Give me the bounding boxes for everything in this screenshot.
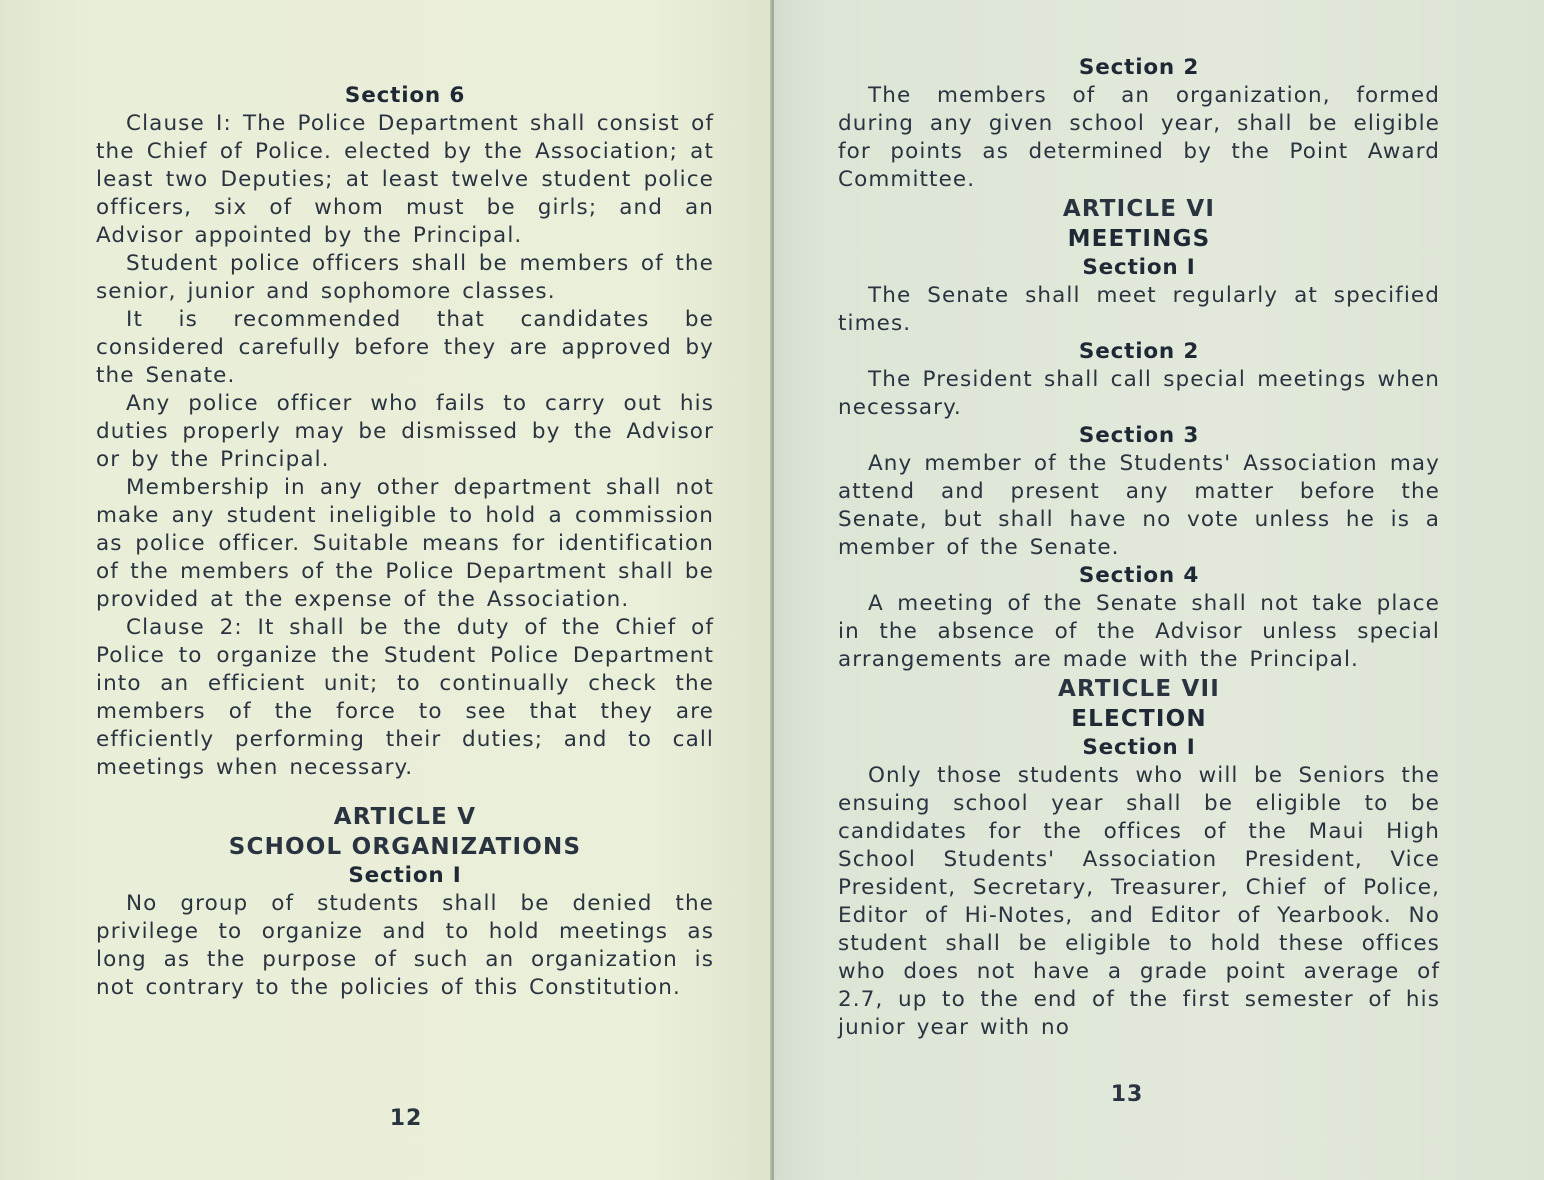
section-6-heading: Section 6: [344, 83, 466, 108]
article-7-section-1-text: Only those students who will be Seniors the ensuing school year shall be eligible to be candidates for the offices of the Maui High School Students' Association President, Vice President, Secretary, Treasurer, Chief of Police, Editor of Hi-Notes, and Editor of Yearbook. No student shall be eligible to hold these offices who does not have a grade point average of 2.7, up to the end of the first semester of his junior year with no: [838, 763, 1440, 1040]
article-6-section-2-text: The President shall call special meetings when necessary.: [838, 367, 1440, 420]
article-6-label: ARTICLE VI: [1062, 196, 1216, 222]
section-6-paragraph-5: Membership in any other department shall not make any student ineligible to hold a commission as police officer. Suitable means for identification of the members of the Police Department shall be provided at the expense of the Association.: [96, 475, 714, 612]
article-5-label: ARTICLE V: [333, 804, 477, 830]
page-number-left: 12: [389, 1106, 423, 1131]
article-6-section-4-heading: Section 4: [1078, 563, 1200, 588]
article-5-section-1-text: No group of students shall be denied the privilege to organize and to hold meetings as long as the purpose of such an organization is not contrary to the policies of this Constitution.: [96, 891, 714, 1000]
article-5-section-2-text: The members of an organization, formed during any given school year, shall be eligible for points as determined by the Point Award Committee.: [838, 83, 1440, 192]
article-7-section-1-heading: Section I: [1082, 735, 1196, 760]
article-7-title: ELECTION: [1071, 706, 1207, 732]
left-page-text: [96, 82, 714, 1002]
article-6-section-4-text: A meeting of the Senate shall not take place in the absence of the Advisor unless special arrangements are made with the Principal.: [838, 591, 1440, 672]
article-5-title: SCHOOL ORGANIZATIONS: [228, 834, 582, 860]
section-6-clause-1: Clause I: The Police Department shall consist of the Chief of Police. elected by the Association; at least two Deputies; at least twelve student police officers, six of whom must be girls; and an Advisor appointed by the Principal.: [96, 111, 714, 248]
page-number-right: 13: [1110, 1082, 1144, 1107]
section-6-paragraph-4: Any police officer who fails to carry out his duties properly may be dismissed by the Advisor or by the Principal.: [96, 391, 714, 472]
article-6-section-1-heading: Section I: [1082, 255, 1196, 280]
article-6-section-3-heading: Section 3: [1078, 423, 1200, 448]
section-6-paragraph-2: Student police officers shall be members of the senior, junior and sophomore classes.: [96, 251, 714, 304]
article-6-section-3-text: Any member of the Students' Association may attend and present any matter before the Senate, but shall have no vote unless he is a member of the Senate.: [838, 451, 1440, 560]
section-6-clause-2: Clause 2: It shall be the duty of the Chief of Police to organize the Student Police Department into an efficient unit; to continually check the members of the force to see that they are efficiently performing their duties; and to call meetings when necessary.: [96, 615, 714, 780]
article-6-title: MEETINGS: [1067, 226, 1211, 252]
article-6-section-2-heading: Section 2: [1078, 339, 1200, 364]
article-7-label: ARTICLE VII: [1057, 676, 1221, 702]
article-6-section-1-text: The Senate shall meet regularly at specified times.: [838, 283, 1440, 336]
article-5-section-1-heading: Section I: [348, 863, 462, 888]
right-page-text: [838, 54, 1440, 1042]
article-5-section-2-heading: Section 2: [1078, 55, 1200, 80]
section-6-paragraph-3: It is recommended that candidates be considered carefully before they are approved by the Senate.: [96, 307, 714, 388]
right-page: [774, 0, 1544, 1180]
